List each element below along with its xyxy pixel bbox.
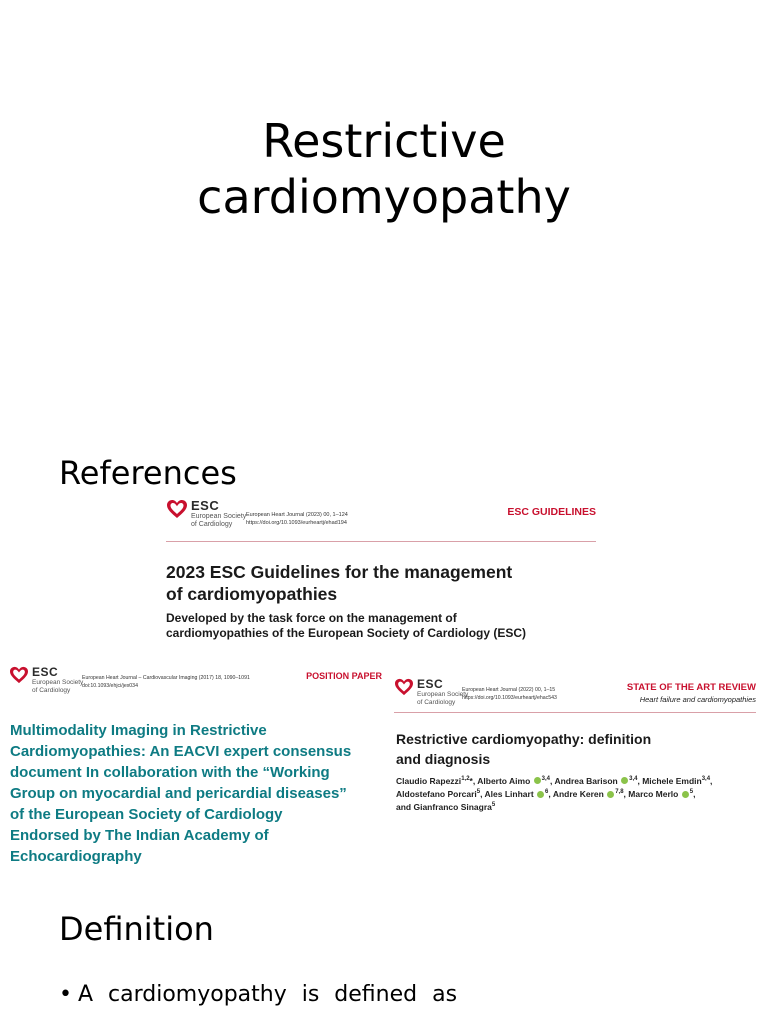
author xyxy=(485,789,553,799)
author-separator: *, xyxy=(469,775,478,786)
author-affiliation: 5 xyxy=(491,802,496,809)
article-title xyxy=(10,720,351,867)
article-title-line2: and diagnosis xyxy=(396,751,491,767)
article-title-line: Echocardiography xyxy=(10,848,142,865)
esc-heart-icon xyxy=(9,666,29,684)
reference-card-eacvi-position-paper[interactable] xyxy=(0,660,384,868)
slide-title xyxy=(0,113,768,225)
author-name: Claudio Rapezzi xyxy=(396,775,462,786)
article-type-tag: ESC GUIDELINES xyxy=(507,506,596,518)
author-name: and Gianfranco Sinagra xyxy=(396,802,492,813)
article-subtitle-line1: Developed by the task force on the management of xyxy=(166,611,457,625)
journal-doi: https://doi.org/10.1093/eurheartj/ehad194 xyxy=(246,520,347,526)
journal-citation xyxy=(462,686,557,702)
author-name: Aldostefano Porcari xyxy=(396,789,477,800)
author xyxy=(642,776,712,786)
author-separator: , xyxy=(550,775,555,786)
divider xyxy=(394,712,756,713)
article-title-line: Multimodality Imaging in Restrictive xyxy=(10,722,267,739)
author xyxy=(477,776,554,786)
author-name: Alberto Aimo xyxy=(477,775,531,786)
esc-sub-line2: of Cardiology xyxy=(32,686,71,694)
esc-sub-line1: European Society xyxy=(417,691,469,698)
esc-name: ESC xyxy=(191,498,220,513)
author xyxy=(554,776,642,786)
author-name: Ales Linhart xyxy=(484,789,534,800)
esc-sub-line1: European Society xyxy=(32,679,84,686)
author xyxy=(396,802,495,812)
definition-bullet xyxy=(59,980,479,1010)
esc-logo xyxy=(394,678,468,706)
article-type-tag: POSITION PAPER xyxy=(306,671,382,681)
article-title-line: Endorsed by The Indian Academy of xyxy=(10,827,269,844)
article-type-tag: STATE OF THE ART REVIEW xyxy=(626,682,756,693)
author-affiliation: 5 xyxy=(689,789,694,796)
article-title xyxy=(396,729,651,769)
journal-doi: doi:10.1093/ehjci/jex034 xyxy=(82,683,138,689)
article-title xyxy=(166,561,512,605)
article-title-line: Cardiomyopathies: An EACVI expert consensus xyxy=(10,743,352,760)
article-title-line: document In collaboration with the “Working xyxy=(10,764,330,781)
author-separator: , xyxy=(637,775,643,786)
divider xyxy=(166,541,596,542)
esc-name: ESC xyxy=(32,665,59,679)
author-name: Andrea Barison xyxy=(554,775,618,786)
journal-citation xyxy=(82,674,250,690)
orcid-icon[interactable] xyxy=(537,791,544,798)
author xyxy=(553,789,628,799)
references-heading: References xyxy=(59,454,237,492)
author-list xyxy=(396,774,756,814)
esc-name: ESC xyxy=(417,677,444,691)
esc-sub-line2: of Cardiology xyxy=(191,521,233,528)
article-title-line2: of cardiomyopathies xyxy=(166,584,338,604)
author-affiliation: 5 xyxy=(476,789,481,796)
author-separator: , xyxy=(623,789,629,800)
journal-line1: European Heart Journal (2023) 00, 1–124 xyxy=(246,512,348,518)
reference-card-state-of-art-review[interactable] xyxy=(385,672,760,822)
esc-sub-line1: European Society xyxy=(191,513,247,520)
journal-doi: https://doi.org/10.1093/eurheartj/ehac543 xyxy=(462,695,557,701)
article-title-line: of the European Society of Cardiology xyxy=(10,806,283,823)
author-name: Andre Keren xyxy=(552,789,604,800)
orcid-icon[interactable] xyxy=(607,791,614,798)
definition-heading: Definition xyxy=(59,910,214,948)
article-category: Heart failure and cardiomyopathies xyxy=(639,695,756,704)
author-affiliation: 1,2 xyxy=(461,776,470,782)
bullet-icon: • xyxy=(59,982,72,1007)
esc-sub-line2: of Cardiology xyxy=(417,698,456,706)
orcid-icon[interactable] xyxy=(534,777,541,784)
article-title-line1: Restrictive cardiomyopathy: definition xyxy=(396,731,652,747)
article-subtitle xyxy=(166,611,526,641)
author-name: Michele Emdin xyxy=(642,775,702,786)
author-affiliation: 7,8 xyxy=(615,789,624,796)
author-separator: , xyxy=(480,789,485,800)
author xyxy=(396,789,485,799)
article-subtitle-line2: cardiomyopathies of the European Society of Cardiology (ESC) xyxy=(166,626,527,640)
author-affiliation: 3,4 xyxy=(629,776,638,782)
bullet-text: A cardiomyopathy is defined as xyxy=(77,982,458,1007)
reference-card-esc-guidelines[interactable] xyxy=(160,493,600,645)
author-affiliation: 3,4 xyxy=(701,776,711,782)
author xyxy=(396,776,477,786)
author-affiliation: 3,4 xyxy=(541,776,551,782)
slide-title-line1: Restrictive xyxy=(262,114,506,168)
author-separator: , xyxy=(548,789,553,800)
orcid-icon[interactable] xyxy=(682,791,689,798)
author-separator: , xyxy=(693,789,696,800)
esc-logo xyxy=(9,666,83,694)
article-title-line: Group on myocardial and pericardial diseases” xyxy=(10,785,347,802)
journal-citation xyxy=(246,511,348,527)
author-separator: , xyxy=(710,775,713,786)
author xyxy=(628,789,695,799)
author-name: Marco Merlo xyxy=(628,789,679,800)
slide-title-line2: cardiomyopathy xyxy=(197,170,571,224)
journal-line1: European Heart Journal – Cardiovascular Imaging (2017) 18, 1090–1091 xyxy=(82,675,250,681)
orcid-icon[interactable] xyxy=(621,777,628,784)
esc-heart-icon xyxy=(166,499,188,519)
esc-logo xyxy=(166,499,246,529)
article-title-line1: 2023 ESC Guidelines for the management xyxy=(166,562,513,582)
author-affiliation: 6 xyxy=(545,789,549,796)
journal-line1: European Heart Journal (2022) 00, 1–15 xyxy=(462,687,556,693)
esc-heart-icon xyxy=(394,678,414,696)
